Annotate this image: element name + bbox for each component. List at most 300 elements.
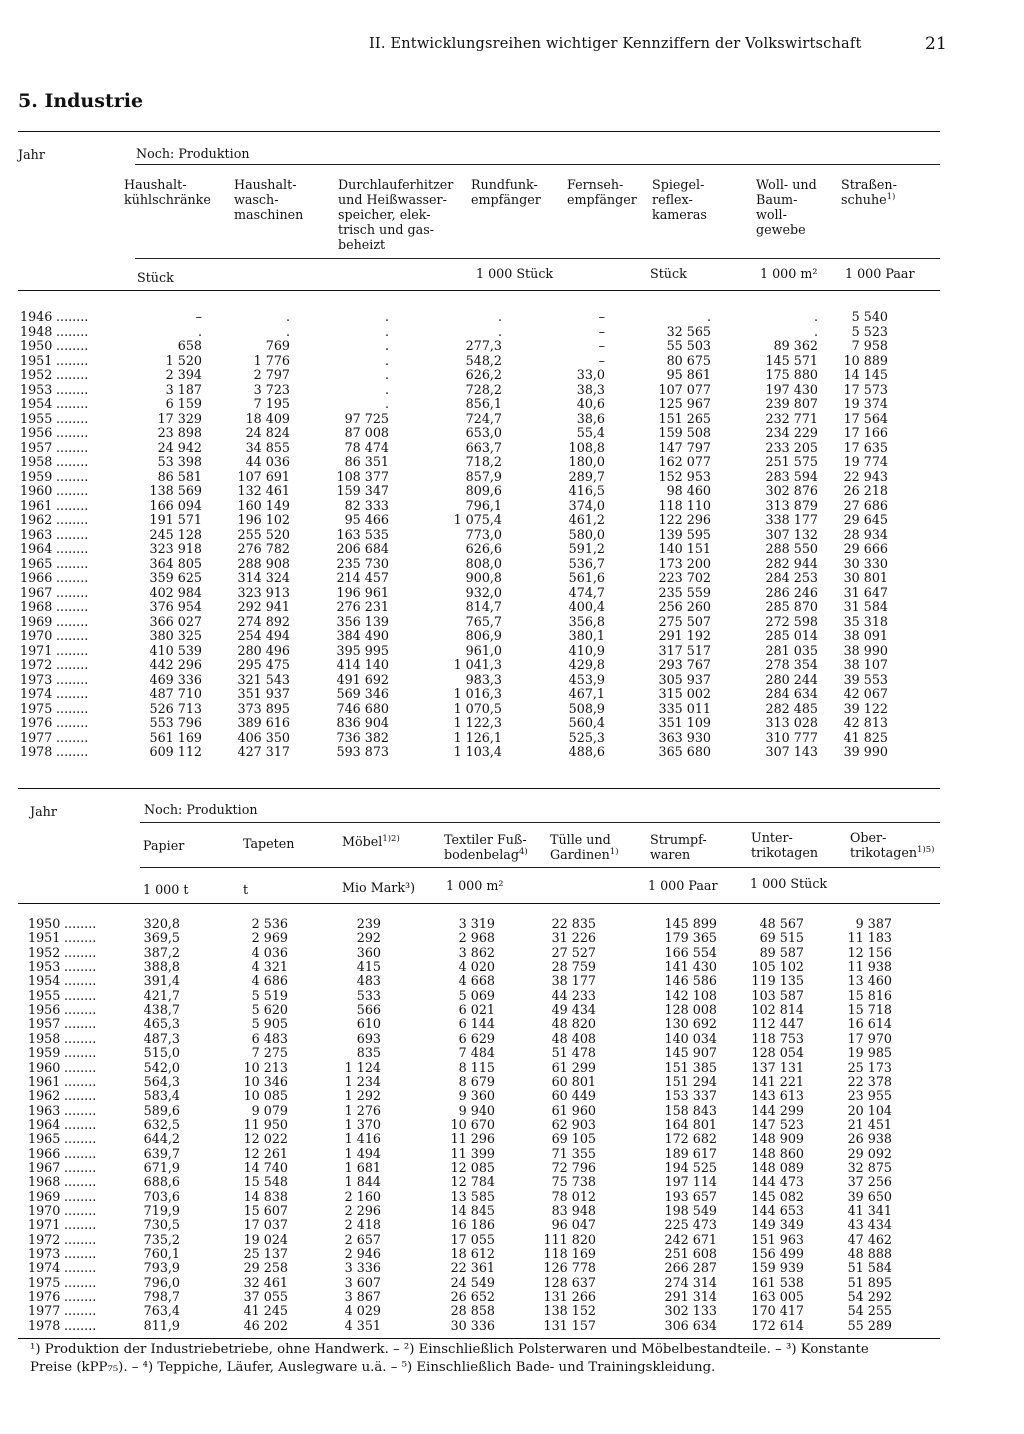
data-cell: 487 710 [149,686,202,701]
leader-dots: ........ [56,497,89,513]
data-cell: 281 035 [765,642,818,658]
data-cell: 307 143 [765,744,818,759]
data-cell: 137 131 [751,1059,804,1075]
data-cell: 1 234 [344,1073,381,1089]
leader-dots: ........ [64,1274,97,1290]
data-cell: . [384,309,389,324]
data-cell: 55 503 [666,338,711,353]
year-cell: 1978 [28,1317,61,1333]
data-cell: 138 569 [149,483,202,498]
footnote-ref: 1)5) [917,844,935,855]
data-cell: 4 036 [251,944,288,960]
data-cell: 658 [177,338,202,353]
data-cell: 364 805 [149,555,202,571]
data-cell: 46 202 [243,1317,288,1333]
data-cell: . [706,309,711,324]
data-cell: 166 554 [664,944,717,960]
data-cell: 366 027 [149,613,202,629]
data-cell: 359 625 [149,570,202,585]
data-cell: 811,9 [143,1317,180,1333]
data-cell: 276 231 [336,599,389,614]
footnote-ref: 1)2) [382,833,400,844]
year-cell: 1966 [20,570,53,585]
data-cell: 796,1 [465,497,502,513]
data-cell: 148 860 [751,1145,804,1161]
group-header: Noch: Produktion [136,146,250,161]
year-header: Jahr [30,804,57,819]
data-cell: 173 200 [658,555,711,571]
leader-dots: ........ [64,1289,97,1305]
data-cell: 61 960 [551,1102,596,1118]
year-cell: 1975 [28,1274,61,1290]
data-cell: 44 233 [551,987,596,1003]
data-cell: 26 652 [450,1289,495,1305]
data-cell: 10 213 [243,1059,288,1075]
data-cell: 338 177 [765,512,818,527]
data-cell: 24 942 [157,439,202,455]
year-cell: 1950 [20,338,53,353]
data-cell: 170 417 [751,1303,804,1319]
leader-dots: ........ [56,744,89,759]
data-cell: 75 738 [551,1174,596,1190]
year-cell: 1953 [20,381,53,397]
data-cell: 148 909 [751,1131,804,1147]
data-cell: . [813,309,818,324]
year-cell: 1952 [20,367,53,382]
data-cell: 140 151 [658,541,711,556]
data-cell: 24 824 [245,425,290,440]
group-header: Noch: Produktion [144,802,258,817]
header-rule [135,164,940,165]
data-cell: 610 [356,1016,381,1032]
footnote-ref: 1) [609,846,619,857]
year-cell: 1970 [20,628,53,643]
leader-dots: ........ [56,526,89,542]
data-cell: 3 607 [344,1274,381,1290]
data-cell: 5 905 [251,1016,288,1032]
data-cell: 38 091 [843,628,888,643]
year-cell: 1968 [28,1174,61,1190]
data-cell: 242 671 [664,1231,717,1247]
data-cell: 15 607 [243,1203,288,1218]
data-cell: 107 077 [658,381,711,397]
data-cell: 17 055 [450,1231,495,1247]
data-cell: 193 657 [664,1188,717,1204]
data-cell: 38 107 [843,657,888,672]
data-cell: 17 564 [843,410,888,426]
data-cell: 644,2 [143,1131,180,1147]
year-cell: 1960 [28,1059,61,1075]
data-cell: . [813,323,818,339]
data-cell: 17 573 [843,381,888,397]
unit-1000-stueck: 1 000 Stück [476,266,554,281]
data-cell: 118 753 [751,1030,804,1046]
leader-dots: ........ [56,555,89,571]
year-cell: 1959 [28,1045,61,1061]
year-cell: 1969 [20,613,53,629]
leader-dots: ........ [56,642,89,658]
data-cell: 105 102 [751,959,804,975]
year-cell: 1957 [20,439,53,455]
year-cell: 1972 [28,1231,61,1247]
data-cell: 60 801 [551,1073,596,1089]
leader-dots: ........ [56,309,89,324]
data-cell: 30 336 [450,1317,495,1333]
data-cell: 172 614 [751,1317,804,1333]
running-header: II. Entwicklungsreihen wichtiger Kennziffern der Volkswirtschaft [369,36,862,52]
footnote-line-1: ¹) Produktion der Industriebetriebe, ohne Handwerk. – ²) Einschließlich Polsterwaren und Möbelbestandteile. – ³) Konstante [30,1342,869,1357]
data-cell: 29 258 [243,1260,288,1276]
year-cell: 1974 [20,686,53,701]
leader-dots: ........ [64,916,97,931]
data-cell: 239 [356,916,381,931]
data-cell: 289,7 [568,468,605,484]
data-cell: 189 617 [664,1145,717,1161]
data-cell: 126 778 [543,1260,596,1276]
data-cell: 856,1 [465,396,502,411]
data-cell: 19 024 [243,1231,288,1247]
data-cell: 1 276 [344,1102,381,1118]
col-header-gewebe: Woll- und Baum- woll- gewebe [756,177,817,237]
year-cell: 1968 [20,599,53,614]
data-cell: 191 571 [149,512,202,527]
data-cell: 9 079 [251,1102,288,1118]
unit-t: t [243,882,249,897]
leader-dots: ........ [56,381,89,397]
year-cell: 1976 [28,1289,61,1305]
data-cell: 380,1 [568,628,605,643]
data-cell: 474,7 [568,584,605,600]
col-header-schuhe [841,177,921,207]
data-cell: 317 517 [658,642,711,658]
data-cell: 10 889 [843,352,888,368]
data-cell: 9 360 [458,1088,495,1104]
col-header-schuhe-label: Straßen- schuhe [841,177,897,207]
data-cell: 29 092 [847,1145,892,1161]
leader-dots: ........ [64,1231,97,1247]
leader-dots: ........ [64,1260,97,1276]
data-cell: 180,0 [568,454,605,469]
data-cell: 30 801 [843,570,888,585]
data-cell: 983,3 [465,671,502,687]
col-header-fussboden-label: Textiler Fuß- bodenbelag [444,832,527,862]
data-cell: 286 246 [765,584,818,600]
data-cell: 87 008 [344,425,389,440]
data-cell: 78 474 [344,439,389,455]
col-header-waschmaschinen: Haushalt- wasch- maschinen [234,177,304,222]
data-cell: 414 140 [336,657,389,672]
data-cell: 19 774 [843,454,888,469]
data-cell: 39 553 [843,671,888,687]
data-cell: 4 668 [458,973,495,989]
data-cell: 323 918 [149,541,202,556]
data-cell: 10 085 [243,1088,288,1104]
data-cell: 548,2 [465,352,502,368]
data-cell: 2 969 [251,930,288,946]
data-cell: 82 333 [344,497,389,513]
data-cell: 95 466 [344,512,389,527]
data-cell: 306 634 [664,1317,717,1333]
data-cell: 280 244 [765,671,818,687]
data-cell: 591,2 [568,541,605,556]
data-cell: 526 713 [149,700,202,716]
data-cell: 2 160 [344,1188,381,1204]
data-cell: 22 835 [551,916,596,931]
year-cell: 1973 [20,671,53,687]
year-cell: 1967 [28,1159,61,1175]
data-cell: 41 341 [847,1203,892,1218]
data-cell: 3 867 [344,1289,381,1305]
data-cell: 351 109 [658,715,711,730]
data-cell: 38,3 [576,381,605,397]
data-cell: 1 041,3 [453,657,502,672]
data-cell: 16 186 [450,1217,495,1233]
data-cell: 31 226 [551,930,596,946]
data-cell: 25 173 [847,1059,892,1075]
data-cell: 10 346 [243,1073,288,1089]
data-cell: 487,3 [143,1030,180,1046]
header-rule [140,822,940,823]
section-title: 5. Industrie [18,90,144,112]
leader-dots: ........ [64,1045,97,1061]
data-cell: – [598,323,605,339]
data-cell: 198 549 [664,1203,717,1218]
col-header-gardinen-label: Tülle und Gardinen [550,832,611,862]
year-cell: 1948 [20,323,53,339]
year-cell: 1970 [28,1203,61,1218]
data-cell: . [497,309,502,324]
data-cell: 467,1 [568,686,605,701]
data-cell: 671,9 [143,1159,180,1175]
data-cell: 1 520 [165,352,202,368]
col-header-gardinen [550,832,619,862]
data-cell: 453,9 [568,671,605,687]
data-cell: 39 122 [843,700,888,716]
data-cell: 1 122,3 [453,715,502,730]
data-cell: 773,0 [465,526,502,542]
unit-1000-paar: 1 000 Paar [845,266,915,281]
data-cell: 83 948 [551,1203,596,1218]
data-cell: 416,5 [568,483,605,498]
data-cell: 589,6 [143,1102,180,1118]
data-cell: 561,6 [568,570,605,585]
leader-dots: ........ [64,1059,97,1075]
data-cell: 6 021 [458,1002,495,1018]
data-cell: 626,6 [465,541,502,556]
data-cell: 285 014 [765,628,818,643]
data-cell: 254 494 [237,628,290,643]
data-cell: 1 292 [344,1088,381,1104]
data-cell: 283 594 [765,468,818,484]
data-cell: 144 653 [751,1203,804,1218]
data-cell: 3 723 [253,381,290,397]
data-cell: 41 825 [843,729,888,745]
data-cell: 653,0 [465,425,502,440]
data-cell: 118 169 [543,1246,596,1262]
data-cell: 54 255 [847,1303,892,1319]
data-cell: 351 937 [237,686,290,701]
col-header-fernseh: Fernseh- empfänger [567,177,637,207]
data-cell: 515,0 [143,1045,180,1061]
data-cell: 158 843 [664,1102,717,1118]
data-cell: 34 855 [245,439,290,455]
data-cell: 62 903 [551,1116,596,1132]
data-cell: 11 938 [847,959,892,975]
data-cell: . [285,323,290,339]
data-cell: 18 409 [245,410,290,426]
data-cell: 836 904 [336,715,389,730]
col-header-fussbodenbelag [444,832,528,862]
data-cell: 29 666 [843,541,888,556]
data-cell: 197 430 [765,381,818,397]
data-cell: 4 351 [344,1317,381,1333]
data-cell: 384 490 [336,628,389,643]
data-cell: 6 629 [458,1030,495,1046]
data-cell: 194 525 [664,1159,717,1175]
leader-dots: ........ [56,483,89,498]
data-cell: 639,7 [143,1145,180,1161]
data-cell: 15 548 [243,1174,288,1190]
data-cell: 138 152 [543,1303,596,1319]
data-cell: 483 [356,973,381,989]
leader-dots: ........ [64,1073,97,1089]
unit-1000-t: 1 000 t [143,882,189,897]
data-cell: 9 940 [458,1102,495,1118]
data-cell: 542,0 [143,1059,180,1075]
year-header: Jahr [18,147,45,162]
year-cell: 1958 [20,454,53,469]
leader-dots: ........ [64,1116,97,1132]
year-cell: 1974 [28,1260,61,1276]
leader-dots: ........ [56,686,89,701]
data-cell: 465,3 [143,1016,180,1032]
data-cell: 172 682 [664,1131,717,1147]
data-cell: 179 365 [664,930,717,946]
data-cell: 144 299 [751,1102,804,1118]
data-cell: 8 115 [458,1059,495,1075]
data-cell: 20 104 [847,1102,892,1118]
year-cell: 1976 [20,715,53,730]
data-cell: 19 374 [843,396,888,411]
footnote-ref: 1) [886,191,896,202]
data-cell: 146 586 [664,973,717,989]
data-cell: 276 782 [237,541,290,556]
data-cell: 235 730 [336,555,389,571]
data-cell: 251 575 [765,454,818,469]
data-cell: 533 [356,987,381,1003]
data-cell: 48 820 [551,1016,596,1032]
year-cell: 1978 [20,744,53,759]
data-cell: . [384,338,389,353]
data-cell: 152 953 [658,468,711,484]
data-cell: 196 961 [336,584,389,600]
year-cell: 1961 [28,1073,61,1089]
year-cell: 1954 [20,396,53,411]
page-number: 21 [925,34,948,54]
data-cell: 151 963 [751,1231,804,1247]
data-cell: 89 587 [759,944,804,960]
data-cell: 593 873 [336,744,389,759]
data-cell: 561 169 [149,729,202,745]
data-cell: 112 447 [751,1016,804,1032]
data-cell: . [384,367,389,382]
data-cell: 376 954 [149,599,202,614]
data-cell: 39 990 [843,744,888,759]
data-cell: 5 540 [851,309,888,324]
data-cell: 402 984 [149,584,202,600]
data-cell: 151 265 [658,410,711,426]
data-cell: 141 430 [664,959,717,975]
data-cell: 302 876 [765,483,818,498]
table-rule [18,788,940,789]
data-cell: 140 034 [664,1030,717,1046]
data-cell: – [598,352,605,368]
year-cell: 1965 [28,1131,61,1147]
data-cell: 284 634 [765,686,818,701]
data-cell: 16 614 [847,1016,892,1032]
data-cell: 245 128 [149,526,202,542]
data-cell: 288 550 [765,541,818,556]
leader-dots: ........ [64,1203,97,1218]
data-cell: 4 020 [458,959,495,975]
data-cell: 28 934 [843,526,888,542]
data-cell: 703,6 [143,1188,180,1204]
data-cell: 102 814 [751,1002,804,1018]
data-cell: 149 349 [751,1217,804,1233]
data-cell: 44 036 [245,454,290,469]
data-cell: 632,5 [143,1116,180,1132]
leader-dots: ........ [64,1145,97,1161]
year-cell: 1973 [28,1246,61,1262]
leader-dots: ........ [64,930,97,946]
data-cell: 72 796 [551,1159,596,1175]
leader-dots: ........ [56,367,89,382]
data-cell: 118 110 [658,497,711,513]
year-cell: 1971 [20,642,53,658]
data-cell: 161 538 [751,1274,804,1290]
leader-dots: ........ [56,454,89,469]
data-cell: 313 028 [765,715,818,730]
leader-dots: ........ [64,1188,97,1204]
data-cell: 38 990 [843,642,888,658]
data-cell: 387,2 [143,944,180,960]
data-cell: 11 296 [450,1131,495,1147]
data-cell: 373 895 [237,700,290,716]
data-cell: 143 613 [751,1088,804,1104]
col-header-obertrikotagen [850,830,934,860]
data-cell: 275 507 [658,613,711,629]
data-cell: 1 016,3 [453,686,502,701]
data-cell: 163 005 [751,1289,804,1305]
data-cell: 15 816 [847,987,892,1003]
data-cell: 735,2 [143,1231,180,1247]
leader-dots: ........ [56,541,89,556]
data-cell: 809,6 [465,483,502,498]
year-cell: 1955 [20,410,53,426]
data-cell: 389 616 [237,715,290,730]
year-cell: 1960 [20,483,53,498]
leader-dots: ........ [56,396,89,411]
data-cell: 111 820 [543,1231,596,1247]
data-cell: 43 434 [847,1217,892,1233]
data-cell: 746 680 [336,700,389,716]
leader-dots: ........ [64,1246,97,1262]
unit-mio-mark: Mio Mark³) [342,880,416,895]
data-cell: . [197,323,202,339]
data-cell: 162 077 [658,454,711,469]
data-cell: 108,8 [568,439,605,455]
data-cell: 274 314 [664,1274,717,1290]
